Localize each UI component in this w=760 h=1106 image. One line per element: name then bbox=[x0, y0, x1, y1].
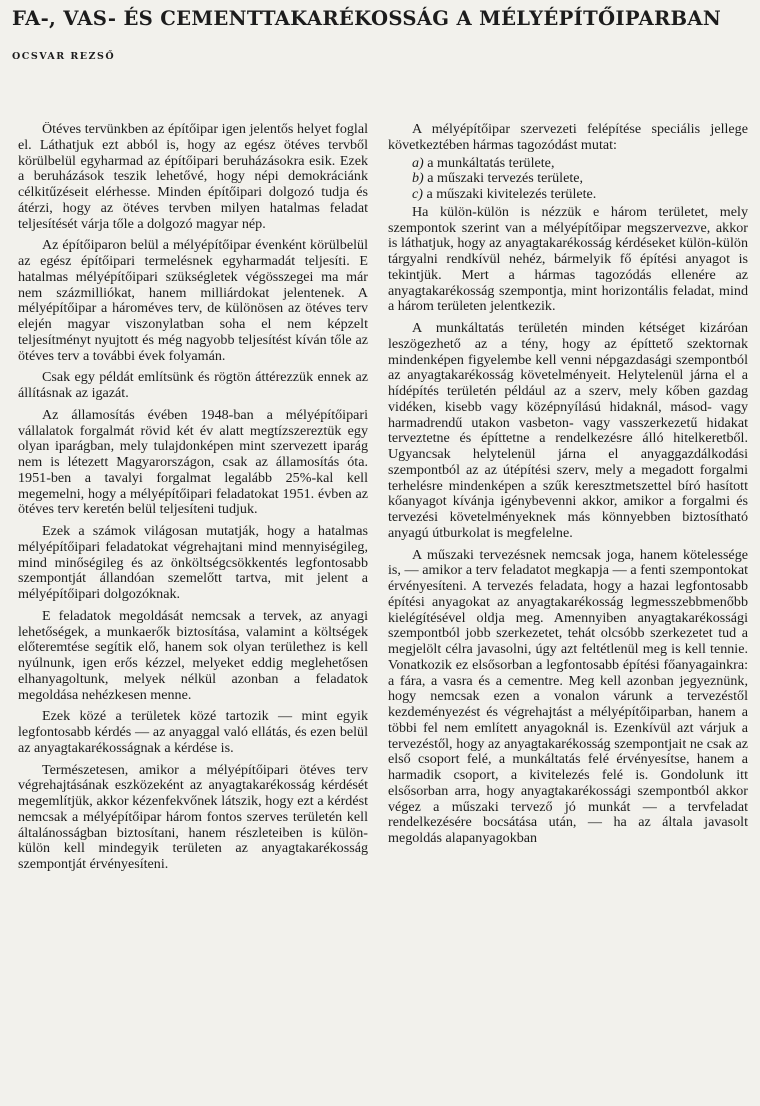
right-column bbox=[388, 122, 748, 1102]
body-paragraph: Az államosítás évében 1948-ban a mélyépítőipari vállalatok forgalmát rövid két év alatt megtízszereztük egy olyan iparágban, mely tulajdonképen mint szervezett iparág nem is létezett Magyarországon, csak az államosítás óta. 1951-ben a tavalyi forgalmat legalább 25%-kal kell megemelni, hogy a mélyépítőipari feladatokat 1951. évben az ötéves terv keretén belül teljesíteni tudjuk. bbox=[18, 406, 368, 518]
article-title: FA-, VAS- ÉS CEMENTTAKARÉKOSSÁG A MÉLYÉPÍTŐIPARBAN bbox=[12, 7, 722, 30]
list-item bbox=[388, 156, 748, 172]
body-paragraph: E feladatok megoldását nemcsak a tervek, az anyagi lehetőségek, a munkaerők biztosítása, valamint a költségek előteremtése segítik elő, hanem sok olyan területhez is kell nyúlnunk, igen erős kézzel, melyeket eddig meglehetősen elhanyagoltunk, melyek nélkül azonban a feladatok megoldása nehézkesen menne. bbox=[18, 607, 368, 703]
list-item bbox=[388, 187, 748, 203]
body-paragraph: Az építőiparon belül a mélyépítőipar évenként körülbelül az egész építőipari termelésnek egyharmadát teljesíti. E hatalmas mélyépítőipari szükségletek végösszegei ma már nem százmilliókat, hanem milliárdokat jelentenek. A mélyépítőipar a hároméves terv, de különösen az ötéves terv elején magyar viszonylatban soha el nem képzelt teljesítményt nyujtott és még nagyobb teljesítést kíván tőle az ötéves terv a további évek folyamán. bbox=[18, 237, 368, 364]
body-paragraph: A műszaki tervezésnek nemcsak joga, hanem kötelessége is, — amikor a terv feladatot megkapja — a fenti szempontokat érvényesíteni. A tervezés feladata, hogy a hazai legfontosabb építési anyagokat az anyagtakarékosság legmesszebbmenőbb kielégítésével oldja meg. Amennyiben anyagtakarékossági szempontból jobb szerkezetet, tehát olcsóbb szerkezetet tud a megjelölt célra javasolni, úgy azt feltétlenül meg is kell tennie. Vonatkozik ez elsősorban a legfontosabb építési főanyagainkra: a fára, a vasra és a cementre. Meg kell azonban jegyeznünk, hogy nemcsak ezen a vonalon várunk a tervezéstől kezdeményezést és végrehajtást a mélyépítőiparban, hanem a többi fel nem említett anyagoknál is. Ezenkívül azt várjuk a tervezéstől, hogy az anyagtakarékosság szempontjait ne csak az első csoport felé, a munkáltatás felé érvényesítse, hanem a harmadik csoport, a kivitelezés felé is. Gondolunk itt elsősorban arra, hogy anyagtakarékossági szempontból akkor végez a műszaki tervező jó munkát — a tervfeladat rendelkezésére bocsátása után, — ha az általa javasolt megoldás alapanyagokban bbox=[388, 546, 748, 846]
list-item-label: a) bbox=[412, 154, 424, 171]
body-paragraph: Ha külön-külön is nézzük e három területet, mely szempontok szerint van a mélyépítőipar megszervezve, akkor is láthatjuk, hogy az anyagtakarékosság kérdéseket külön-külön tárgyalni rendkívül nehéz, bármelyik fő építési anyagot is tekintjük. Mert a hármas tagozódás ellenére az anyagtakarékosság szempontja, mint horizontális feladat, mind a három területen jelentkezik. bbox=[388, 203, 748, 315]
list-item-text: a műszaki tervezés területe, bbox=[427, 170, 584, 187]
list-item bbox=[388, 171, 748, 187]
body-paragraph: Ezek közé a területek közé tartozik — mint egyik legfontosabb kérdés — az anyaggal való ellátás, és ezen belül az anyagtakarékosságnak a kérdése is. bbox=[18, 708, 368, 756]
list-item-text: a műszaki kivitelezés területe. bbox=[426, 186, 597, 202]
article-author: OCSVAR REZSŐ bbox=[12, 51, 116, 62]
left-column bbox=[18, 122, 368, 1102]
body-paragraph: Ötéves tervünkben az építőipar igen jelentős helyet foglal el. Láthatjuk ezt abból is, hogy az egész ötéves tervből körülbelül egyharmad az építőipari beruházásokra esik. Ezek a beruházások teszik lehetővé, hogy népi demokráciánk célkitűzéseit elérhesse. Minden építőipari dolgozó tudja és átérzi, hogy az ötéves tervben milyen hatalmas feladat teljesítését várja tőle a dolgozó magyar nép. bbox=[18, 122, 368, 232]
list-item-label: c) bbox=[412, 186, 423, 202]
body-paragraph: Természetesen, amikor a mélyépítőipari ötéves terv végrehajtásának eszközeként az anyagtakarékosság kérdését megemlítjük, akkor kézenfekvőnek látszik, hogy ezt a kérdést nemcsak a mélyépítőipar három fontos szerves területén kell általánosságban biztosítani, hanem részleteiben is külön-külön kell mindegyik területen az anyagtakarékosság szempontját érvényesíteni. bbox=[18, 761, 368, 872]
body-paragraph: Csak egy példát említsünk és rögtön áttérezzük ennek az állításnak az igazát. bbox=[18, 369, 368, 401]
intro-paragraph: A mélyépítőipar szervezeti felépítése speciális jellege következtében hármas tagozódást mutat: bbox=[388, 122, 748, 153]
list-item-label: b) bbox=[412, 170, 424, 187]
division-list bbox=[388, 156, 748, 203]
list-item-text: a munkáltatás területe, bbox=[427, 154, 555, 171]
body-paragraph: Ezek a számok világosan mutatják, hogy a hatalmas mélyépítőipari feladatokat végrehajtani mind mennyiségileg, mind minőségileg és az önköltségcsökkentés legfontosabb szempontját állandóan szemelőtt tartva, mit jelent a mélyépítőipari dolgozóknak. bbox=[18, 523, 368, 602]
body-paragraph: A munkáltatás területén minden kétséget kizáróan leszögezhető az a tény, hogy az építtető szektornak mindenképen figyelembe kell venni népgazdasági szempontból az anyagtakarékosság követelményeit. Helytelenül járna el a hídépítés területén például az a szerv, mely kőben gazdag vidéken, kisebb vagy középnyílású hidaknál, másod- vagy harmadrendű utakon vasbeton- vagy vasszerkezetű hidakat terveztetne és építtetne a rendelkezésre álló hitelkeretből. Ugyancsak helytelenül járna el anyaggazdálkodási szempontból az az útépítési szerv, mely a megadott forgalmi terhelésre mindenképen a szűk keresztmetszettel bíró hasított kőanyagot kívánja igénybevenni akkor, amikor a forgalmi és tervezési követelményeknek más könnyebben biztosítható anyagú útburkolat is megfelelne. bbox=[388, 320, 748, 541]
